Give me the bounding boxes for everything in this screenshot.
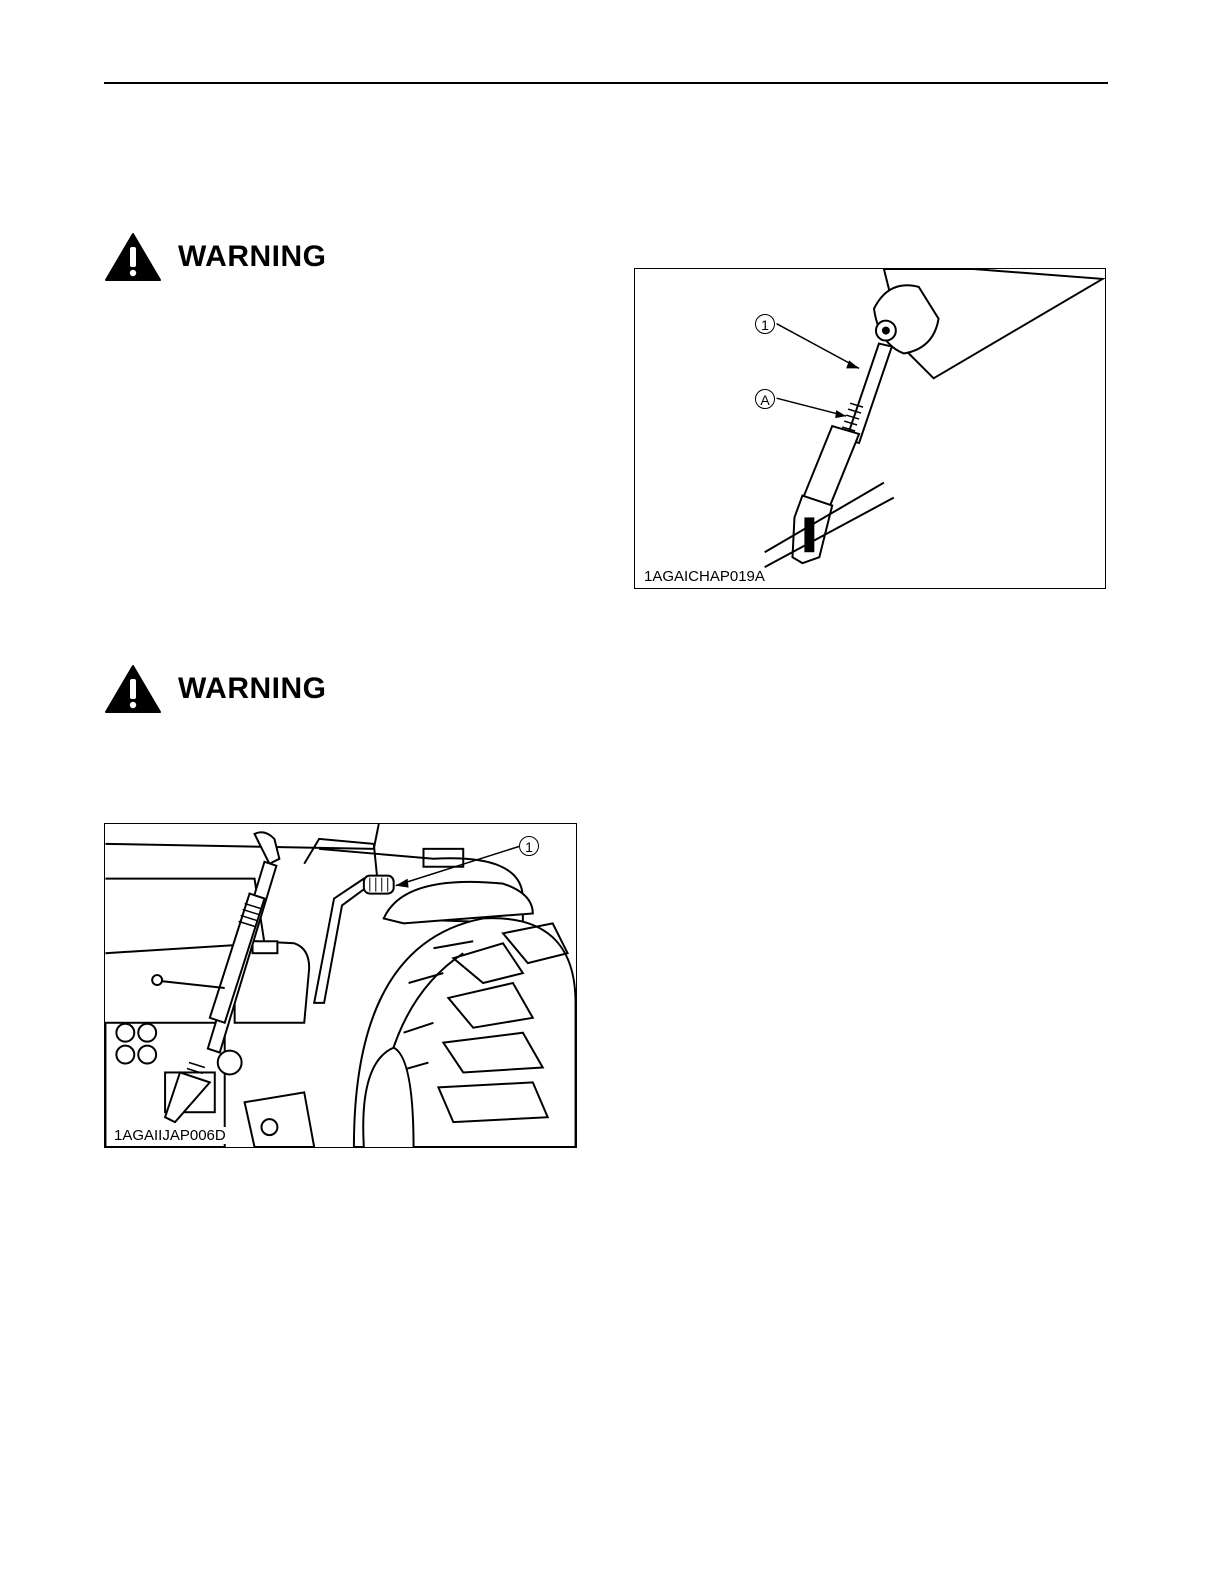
figure-code: 1AGAICHAP019A xyxy=(641,568,768,585)
warning-label: WARNING xyxy=(178,240,327,273)
warning-triangle-icon xyxy=(104,232,162,282)
callout-a: A xyxy=(755,389,775,409)
warning-triangle-icon xyxy=(104,664,162,714)
callout-1: 1 xyxy=(519,836,539,856)
tractor-rear-illustration xyxy=(105,824,576,1147)
warning-label: WARNING xyxy=(178,672,327,705)
callout-1: 1 xyxy=(755,314,775,334)
turnbuckle-illustration xyxy=(635,269,1105,588)
warning-heading-1 xyxy=(104,232,327,282)
figure-tractor-top-link xyxy=(104,823,577,1148)
figure-code: 1AGAIIJAP006D xyxy=(111,1127,229,1144)
figure-turnbuckle-rod xyxy=(634,268,1106,589)
header-rule xyxy=(104,82,1108,84)
warning-heading-2 xyxy=(104,664,327,714)
